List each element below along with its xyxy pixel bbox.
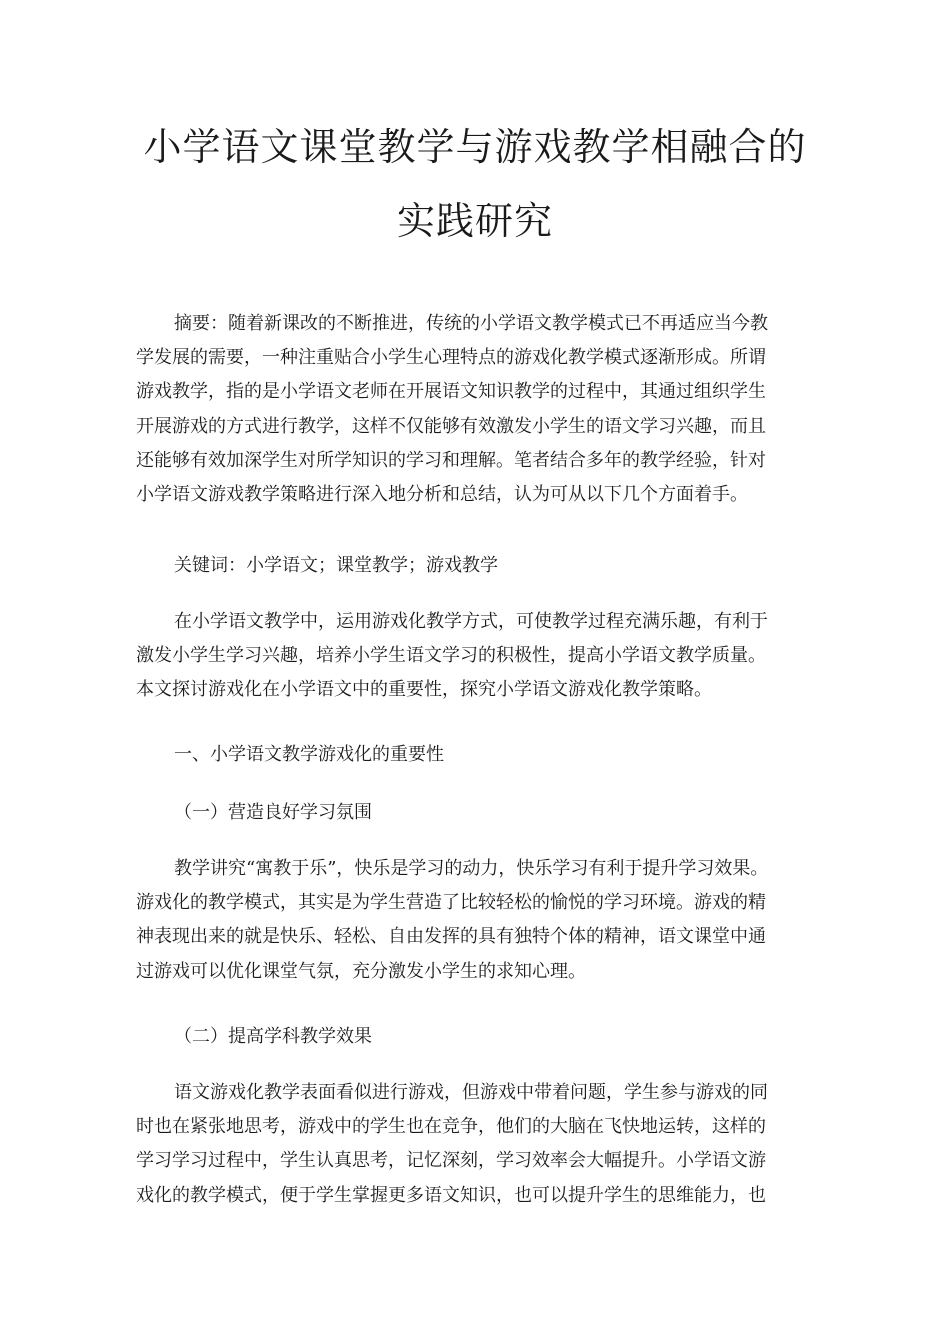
intro-line: 在小学语文教学中，运用游戏化教学方式，可使教学过程充满乐趣，有利于 [174,611,768,632]
abstract-line: 摘要：随着新课改的不断推进，传统的小学语文教学模式已不再适应当今教 [174,313,768,334]
subsection-1-line: 神表现出来的就是快乐、轻松、自由发挥的具有独特个体的精神，语文课堂中通 [136,926,766,948]
intro-paragraph [136,605,826,708]
subsection-1-line: 游戏化的教学模式，其实是为学生营造了比较轻松的愉悦的学习环境。游戏的精 [136,892,766,914]
subsection-2-line: 时也在紧张地思考，游戏中的学生也在竞争，他们的大脑在飞快地运转，这样的 [136,1116,766,1138]
document-title-line1: 小学语文课堂教学与游戏教学相融合的 [143,125,807,169]
subsection-heading-1: （一）营造良好学习氛围 [174,802,372,823]
subsection-2-paragraph [136,1076,826,1213]
subsection-1-line: 教学讲究“寓教于乐”，快乐是学习的动力，快乐学习有利于提升学习效果。 [174,858,769,879]
document-title-line2: 实践研究 [396,199,553,243]
subsection-2-line: 语文游戏化教学表面看似进行游戏，但游戏中带着问题，学生参与游戏的同 [174,1082,768,1103]
abstract-line: 还能够有效加深学生对所学知识的学习和理解。笔者结合多年的教学经验，针对 [136,449,766,471]
section-heading-1: 一、小学语文教学游戏化的重要性 [174,744,444,765]
subsection-1-line: 过游戏可以优化课堂气氛，充分激发小学生的求知心理。 [136,960,586,982]
intro-line: 激发小学生学习兴趣，培养小学生语文学习的积极性，提高小学语文教学质量。 [136,645,766,667]
abstract-line: 游戏教学，指的是小学语文老师在开展语文知识教学的过程中，其通过组织学生 [136,381,766,403]
abstract-line: 开展游戏的方式进行教学，这样不仅能够有效激发小学生的语文学习兴趣，而且 [136,415,766,437]
subsection-1-paragraph [136,852,826,989]
abstract-line: 小学语文游戏教学策略进行深入地分析和总结，认为可从以下几个方面着手。 [136,483,748,505]
subsection-2-line: 戏化的教学模式，便于学生掌握更多语文知识，也可以提升学生的思维能力，也 [136,1184,766,1206]
abstract-paragraph [136,307,826,512]
subsection-2-line: 学习学习过程中，学生认真思考，记忆深刻，学习效率会大幅提升。小学语文游 [136,1150,766,1172]
abstract-line: 学发展的需要，一种注重贴合小学生心理特点的游戏化教学模式逐渐形成。所谓 [136,347,766,369]
intro-line: 本文探讨游戏化在小学语文中的重要性，探究小学语文游戏化教学策略。 [136,679,712,701]
keywords-line: 关键词：小学语文；课堂教学；游戏教学 [174,555,498,576]
subsection-heading-2: （二）提高学科教学效果 [174,1026,372,1047]
